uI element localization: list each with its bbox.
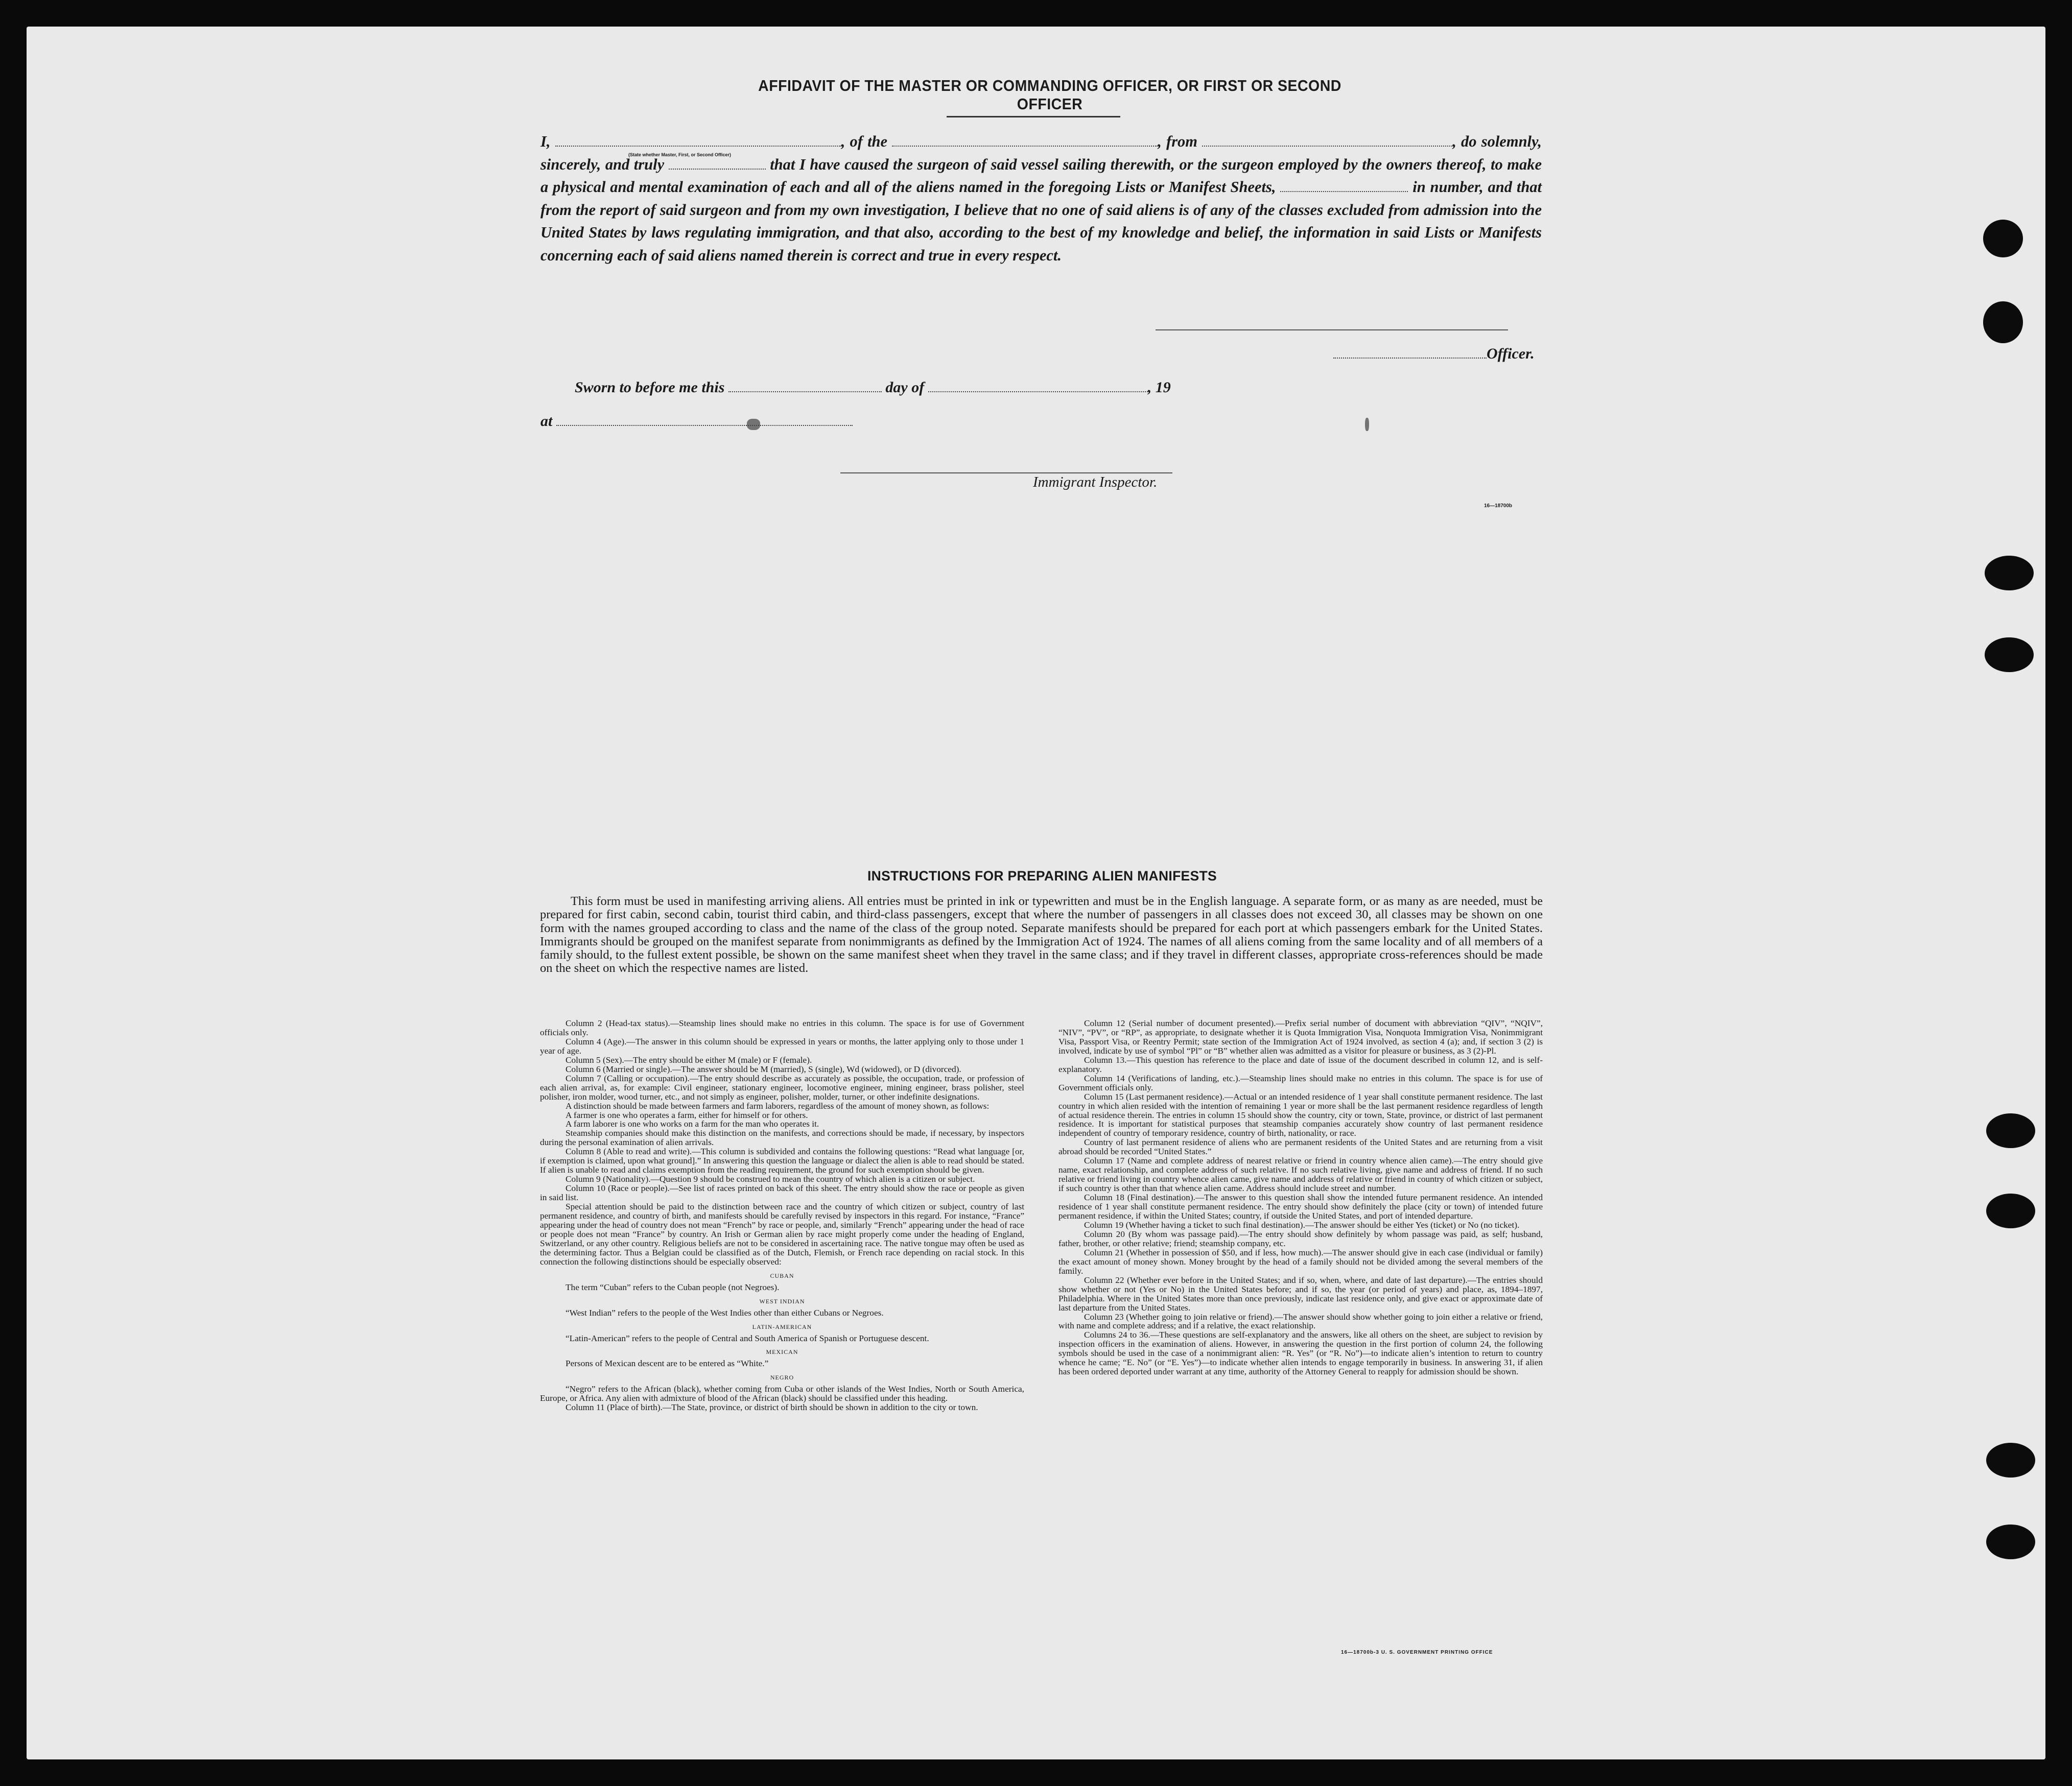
officer-label: Officer. [1487,345,1535,362]
officer-title-field[interactable] [1333,347,1487,359]
instructions-right-column [1058,1019,1543,1376]
instruction-paragraph: Column 12 (Serial number of document presented).—Prefix serial number of document with abbreviation “QIV”, “NQIV”, “NIV”, “PV”, or “RP”, as appropriate, to designate whether it is Quota Immigration Visa, Nonquota Immigration Visa, Nonimmigrant Visa, Passport Visa, or Reentry Permit; state section of the Immigration Act of 1924 involved, as section 4 (a); and, if section 3 (2) is involved, indicate by use of symbol “Pl” or “B” whether alien was admitted as a visitor for pleasure or business, as 3 (2)-Pl. [1058,1018,1543,1056]
instruction-paragraph: A farm laborer is one who works on a farm for the man who operates it. [566,1119,819,1129]
instruction-paragraph: The term “Cuban” refers to the Cuban people (not Negroes). [566,1282,780,1292]
affidavit-text-part: I, [540,133,551,150]
instructions-left-column [540,1019,1024,1412]
vessel-name-field[interactable] [892,135,1158,147]
sworn-day-field[interactable] [728,381,882,392]
instruction-paragraph: Column 22 (Whether ever before in the United States; and if so, when, where, and date of last departure).—The entries should show whether or not (Yes or No) in the United States before; and if so, the year (or period of years) and place, as, 1894–1897, Philadelphia. Where in the United States more than once previously, indicate last residence only, and give exact or approximate date of last departure from the United States. [1058,1275,1543,1313]
title-underline [947,116,1120,117]
sworn-line [575,379,1171,396]
sworn-place-field[interactable] [556,415,853,426]
section-heading-latin-american: LATIN-AMERICAN [752,1323,812,1330]
instruction-paragraph: Column 23 (Whether going to join relative or friend).—The answer should show whether going to join either a relative or friend, with name and complete address; and if a relative, the exact relationship. [1058,1312,1543,1331]
instruction-paragraph: “Negro” refers to the African (black), whether coming from Cuba or other islands of the West Indies, North or South America, Europe, or Africa. Any alien with admixture of blood of the African (black) should be classified under this heading. [540,1384,1024,1403]
punch-hole [1983,301,2023,343]
signature-line[interactable] [1156,329,1508,330]
printing-office-footer: 16—18700b-3 U. S. GOVERNMENT PRINTING OFFICE [1341,1650,1493,1655]
instruction-paragraph: Special attention should be paid to the distinction between race and the country of which citizen or subject, country of last permanent residence, and country of birth, and manifests should be carefully revised by inspectors in this regard. For instance, “France” appearing under the head of country does not mean “French” by race or people, and, similarly “French” appearing under the head of race or people does not mean “France” by country. An Irish or German alien by race might properly come under the heading of England, Switzerland, or any other country. Religious beliefs are not to be considered in ascertaining race. The native tongue may often be used as the determining factor. Thus a Belgian could be classified as of the Dutch, Flemish, or French race depending on racial stock. In this connection the following distinctions should be especially observed: [540,1202,1024,1267]
instruction-paragraph: Column 6 (Married or single).—The answer should be M (married), S (single), Wd (widowed), or D (divorced). [566,1064,961,1074]
alien-count-field[interactable] [1280,181,1408,192]
affidavit-text-part: , of the [841,133,888,150]
instruction-paragraph: Column 20 (By whom was passage paid).—The entry should show definitely by whom passage was paid, as self; husband, father, brother, or other relative; friend; steamship company, etc. [1058,1229,1543,1248]
sworn-text: day of [885,379,925,396]
instruction-paragraph: Persons of Mexican descent are to be entered as “White.” [566,1359,769,1369]
instruction-paragraph: Column 17 (Name and complete address of nearest relative or friend in country whence alien came).—The entry should give name, exact relationship, and complete address of such relative. If no such relative living, give name and address of friend. If no such relative or friend living in country whence alien came, give name and address of relative or friend in country of which citizen or subject, if such country is other than that whence alien came. Address should include street and number. [1058,1156,1543,1194]
instruction-paragraph: Column 4 (Age).—The answer in this column should be expressed in years or months, the latter applying only to those under 1 year of age. [540,1036,1024,1056]
section-heading-cuban: CUBAN [770,1272,794,1279]
sworn-month-field[interactable] [928,381,1148,392]
instruction-paragraph: Column 21 (Whether in possession of $50, and if less, how much).—The answer should give in each case (individual or family) the exact amount of money shown. Money brought by the head of a family should not be divided among the several members of the family. [1058,1247,1543,1276]
instruction-paragraph: A distinction should be made between farmers and farm laborers, regardless of the amount of money shown, as follows: [566,1101,990,1111]
instruction-paragraph: Column 2 (Head-tax status).—Steamship lines should make no entries in this column. The space is for use of Government officials only. [540,1018,1024,1037]
sworn-text: , 19 [1147,379,1171,396]
instruction-paragraph: Column 11 (Place of birth).—The State, province, or district of birth should be shown in addition to the city or town. [566,1402,978,1413]
affidavit-text-part: , from [1158,133,1198,150]
form-number: 16—18700b [1484,503,1513,509]
section-heading-west-indian: WEST INDIAN [759,1297,805,1305]
oath-field[interactable] [669,158,766,170]
officer-signature [1333,345,1535,363]
instruction-paragraph: “Latin-American” refers to the people of Central and South America of Spanish or Portuguese descent. [566,1333,929,1343]
instruction-paragraph: Column 18 (Final destination).—The answer to this question shall show the intended future permanent residence. An intended residence of 1 year shall constitute permanent residence. The entry should show definitely the place (city or town) of intended future permanent residence, if within the United States; country, if outside the United States, and port of intended departure. [1058,1193,1543,1221]
instruction-paragraph: Column 10 (Race or people).—See list of races printed on back of this sheet. The entry should show the race or people as given in said list. [540,1183,1024,1203]
instruction-paragraph: Column 5 (Sex).—The entry should be either M (male) or F (female). [566,1055,812,1065]
instruction-paragraph: Column 13.—This question has reference to the place and date of issue of the document described in column 12, and is self-explanatory. [1058,1055,1543,1074]
instruction-paragraph: Country of last permanent residence of aliens who are permanent residents of the United States and are returning from a visit abroad should be recorded “United States.” [1058,1137,1543,1157]
instruction-paragraph: Columns 24 to 36.—These questions are self-explanatory and the answers, like all others on the sheet, are subject to revision by inspection officers in the examination of aliens. However, in answering the question in the first portion of column 24, the following symbols should be used in the case of a nonimmigrant alien: “R. Yes” (or “R. No”)—to indicate alien’s intention to return to country whence he came; “E. No” (or “E. Yes”)—to indicate whether alien intends to engage temporarily in business. In answering 31, if alien has been ordered deported under warrant at any time, authority of the Attorney General to reapply for admission should be shown. [1058,1330,1543,1377]
instruction-paragraph: Column 15 (Last permanent residence).—Actual or an intended residence of 1 year shall constitute permanent residence. The last country in which alien resided with the intention of remaining 1 year or more shall be the last permanent residence regardless of length of actual residence therein. The entries in column 15 should show the country, city or town, State, province, or district of last permanent residence. It is important for statistical purposes that steamship companies accurately show country of last permanent residence independent of country of temporary residence, country of birth, nationality, or race. [1058,1091,1543,1138]
port-from-field[interactable] [1202,135,1452,147]
punch-hole [1986,1194,2035,1228]
section-heading-mexican: MEXICAN [766,1348,798,1356]
punch-hole [1986,1443,2035,1478]
sworn-text: Sworn to before me this [575,379,725,396]
rank-field-note: (State whether Master, First, or Second Officer) [628,152,732,157]
officer-rank-field[interactable] [555,135,841,147]
affidavit-text-part: in number, and that from the report of said surgeon and from my own investigation, I believe that no one of said aliens is of any of the classes excluded from admission into the United States by laws regulating immigration, and that also, according to the best of my knowledge and belief, the information in said Lists or Manifests concerning each of said aliens named therein is correct and true in every respect. [540,178,1542,264]
inspector-label: Immigrant Inspector. [1033,474,1158,490]
at-label: at [540,413,553,430]
instructions-title: INSTRUCTIONS FOR PREPARING ALIEN MANIFESTS [867,868,1217,884]
ink-smudge [1365,418,1369,431]
instruction-paragraph: Column 19 (Whether having a ticket to such final destination).—The answer should be either Yes (ticket) or No (no ticket). [1084,1220,1520,1230]
instruction-paragraph: Column 7 (Calling or occupation).—The entry should describe as accurately as possible, the occupation, trade, or profession of each alien arrival, as, for example: Civil engineer, stationary engineer, locomotive engineer, mining engineer, brass polisher, steel polisher, iron molder, wood turner, etc., and not simply as engineer, polisher, molder, turner, or other indefinite designations. [540,1073,1024,1102]
punch-hole [1985,556,2034,590]
instruction-paragraph: A farmer is one who operates a farm, either for himself or for others. [566,1110,808,1120]
document-page [27,27,2045,1759]
affidavit-text [540,130,1542,267]
instructions-intro: This form must be used in manifesting arriving aliens. All entries must be printed in ink or typewritten and must be in the English language. A separate form, or as many as are needed, must be prepared for first cabin, second cabin, tourist third cabin, and third-class passengers, except that where the number of passengers in all classes does not exceed 30, all classes may be shown on one form with the names grouped according to class and the name of the class of the group noted. Separate manifests should be prepared for each port at which passengers embark for the United States. Immigrants should be grouped on the manifest separate from nonimmigrants as defined by the Immigration Act of 1924. The names of all aliens coming from the same locality and of all members of a family should, to the fullest extent possible, be shown on the same manifest sheet when they travel in the same class; and if they travel in different classes, appropriate cross-references should be made on the sheet on which the respective names are listed. [540,894,1543,975]
punch-hole [1983,220,2023,257]
punch-hole [1986,1113,2035,1148]
instruction-paragraph: Column 14 (Verifications of landing, etc.).—Steamship lines should make no entries in this column. The space is for use of Government officials only. [1058,1073,1543,1092]
instruction-paragraph: Column 9 (Nationality).—Question 9 should be construed to mean the country of which alien is a citizen or subject. [566,1174,975,1184]
instruction-paragraph: Column 8 (Able to read and write).—This column is subdivided and contains the following questions: “Read what language [or, if exemption is claimed, upon what ground].” In answering this question the language or dialect the alien is able to read should be stated. If alien is unable to read and claims exemption from the reading requirement, the ground for such exemption should be given. [540,1147,1024,1175]
punch-hole [1985,637,2034,672]
instruction-paragraph: “West Indian” refers to the people of the West Indies other than either Cubans or Negroes. [566,1307,884,1318]
inspector-signature-line[interactable] [840,472,1172,473]
punch-hole [1986,1525,2035,1559]
affidavit-title: AFFIDAVIT OF THE MASTER OR COMMANDING OFFICER, OR FIRST OR SECOND OFFICER [758,77,1341,113]
instruction-paragraph: Steamship companies should make this distinction on the manifests, and corrections should be made, if necessary, by inspectors during the personal examination of alien arrivals. [540,1128,1024,1148]
affidavit-text-part: , do solemnly, sincerely, and truly [540,133,1542,173]
place-line [540,413,853,430]
section-heading-negro: NEGRO [770,1374,794,1382]
affidavit-text-part: that I have caused the surgeon of said vessel sailing therewith, or the surgeon employed by the owners thereof, to make a physical and mental examination of each and all of the aliens named in the foregoing Lists or Manifest Sheets, [540,155,1542,196]
